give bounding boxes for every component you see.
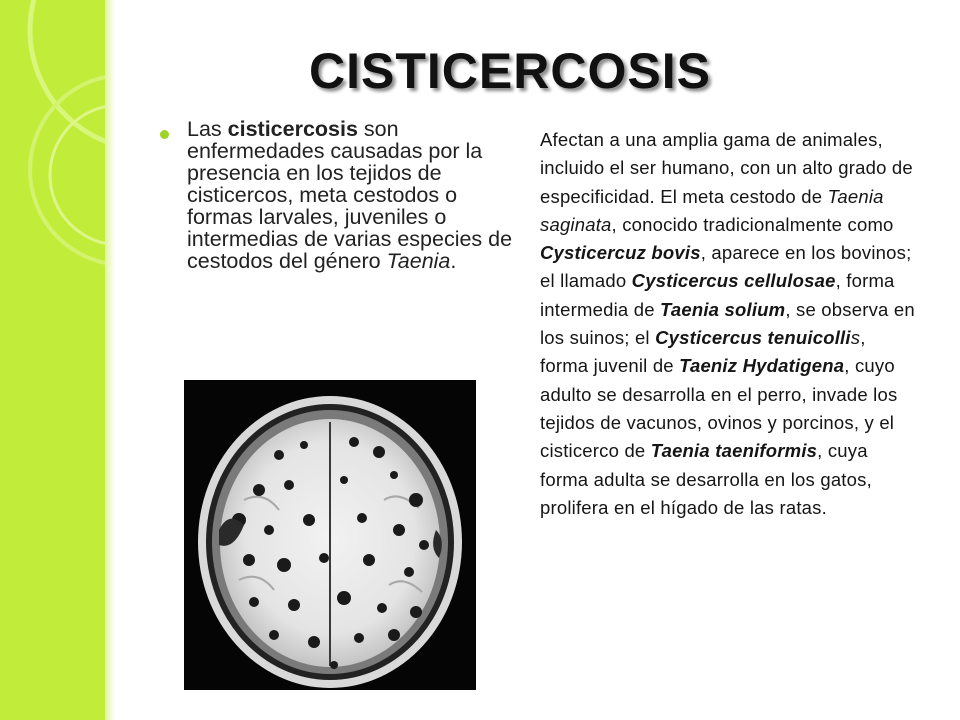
bullet-dot-icon xyxy=(160,130,169,139)
bullet-item xyxy=(160,118,525,272)
band-edge xyxy=(105,0,115,720)
decorative-green-band xyxy=(0,0,105,720)
slide-title: CISTICERCOSIS xyxy=(309,43,711,99)
decorative-circles xyxy=(0,0,105,720)
description-paragraph: Afectan a una amplia gama de animales, incluido el ser humano, con un alto grado de especificidad. El meta cestodo de Taenia saginata, conocido tradicionalmente como Cysticercuz bovis, aparece en los bovinos; el llamado Cysticercus cellulosae, forma intermedia de Taenia solium, se observa en los suinos; el Cysticercus tenuicollis, forma juvenil de Taeniz Hydatigena, cuyo adulto se desarrolla en el perro, invade los tejidos de vacunos, ovinos y porcinos, y el cisticerco de Taenia taeniformis, cuya forma adulta se desarrolla en los gatos, prolifera en el hígado de las ratas. xyxy=(540,129,915,518)
bullet-text: Las cisticercosis son enfermedades causadas por la presencia en los tejidos de cisticercos, meta cestodos o formas larvales, juveniles o intermedias de varias especies de cestodos del género Taenia. xyxy=(187,117,513,273)
brain-mri-image xyxy=(184,380,476,690)
